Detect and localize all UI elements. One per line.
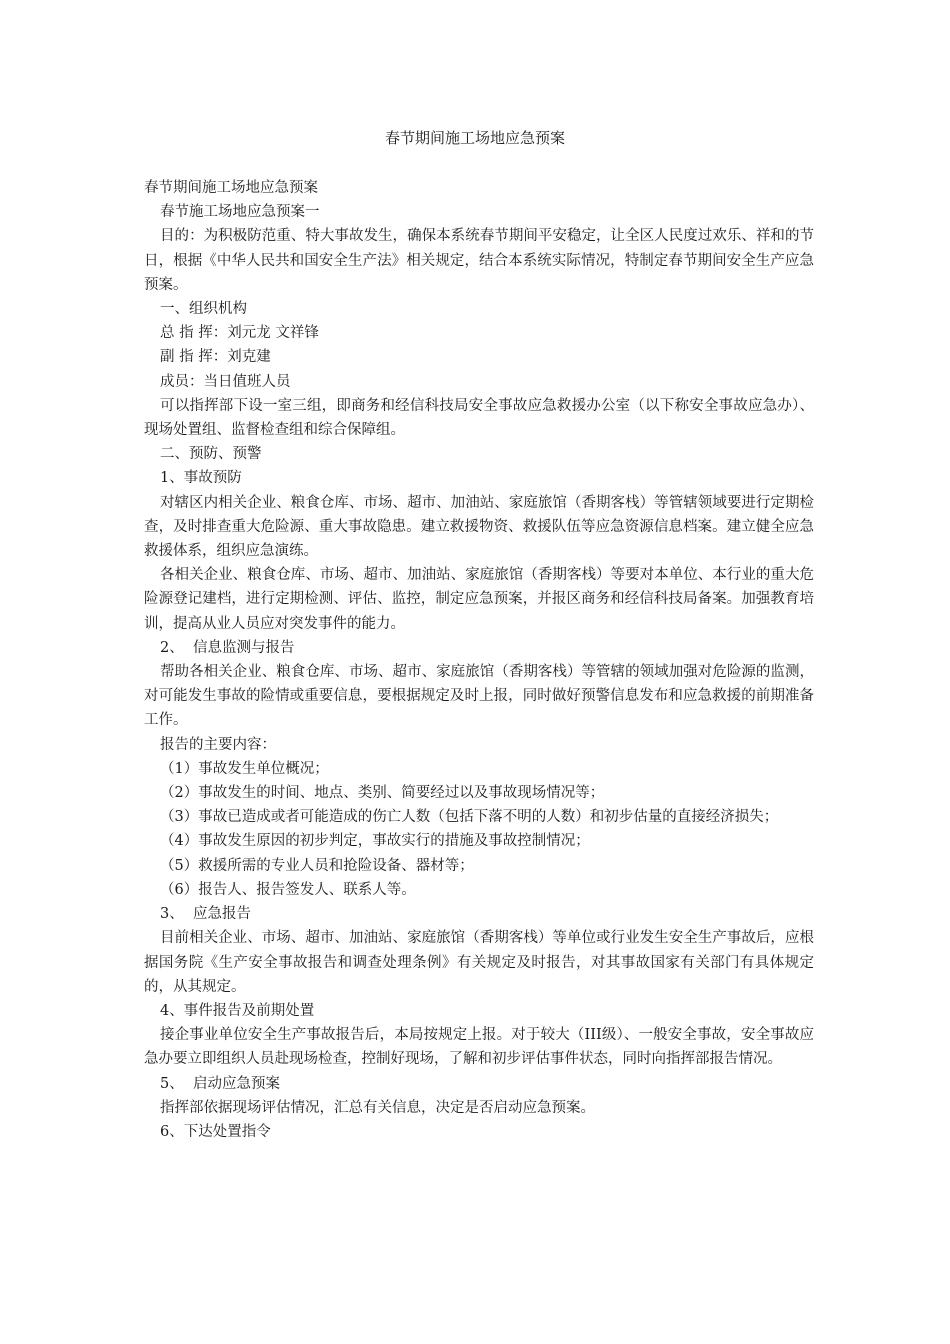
document-body (144, 176, 814, 1144)
list-item-report-5: （5）救援所需的专业人员和抢险设备、器材等； (160, 857, 474, 874)
section-heading-prevention: 二、预防、预警 (160, 446, 262, 463)
subsection-heading-emergency-report: 3、 应急报告 (160, 906, 251, 923)
subsection-heading-initial-handling: 4、事件报告及前期处置 (160, 1002, 315, 1019)
paragraph-activate-plan: 指挥部依据现场评估情况，汇总有关信息，决定是否启动应急预案。 (160, 1099, 595, 1116)
subsection-heading-activate-plan: 5、 启动应急预案 (160, 1075, 280, 1092)
paragraph-heading: 春节期间施工场地应急预案 (144, 180, 318, 196)
list-item-report-1: （1）事故发生单位概况； (160, 760, 329, 777)
paragraph-deputy-commander: 副 指 挥：刘克建 (160, 349, 271, 366)
paragraph-report-contents: 报告的主要内容： (160, 736, 276, 753)
subsection-heading-issue-instructions: 6、下达处置指令 (160, 1123, 271, 1140)
subsection-heading-accident-prevention: 1、事故预防 (160, 470, 242, 487)
list-item-report-6: （6）报告人、报告签发人、联系人等。 (160, 881, 416, 898)
list-item-report-3: （3）事故已造成或者可能造成的伤亡人数（包括下落不明的人数）和初步估量的直接经济损失； (160, 809, 779, 826)
paragraph-monitoring: 帮助各相关企业、粮食仓库、市场、超市、家庭旅馆（香期客栈）等管辖的领域加强对危险源的监测，对可能发生事故的险情或重要信息，要根据规定及时上报，同时做好预警信息发布和应急救援的前期准备工作。 (144, 664, 814, 729)
section-heading-organization: 一、组织机构 (160, 301, 247, 318)
paragraph-purpose: 目的：为积极防范重、特大事故发生，确保本系统春节期间平安稳定，让全区人民度过欢乐、祥和的节日，根据《中华人民共和国安全生产法》相关规定，结合本系统实际情况，特制定春节期间安全生产应急预案。 (144, 228, 814, 293)
paragraph-commander: 总 指 挥：刘元龙 文祥锋 (160, 325, 319, 342)
paragraph-emergency-report: 目前相关企业、市场、超市、加油站、家庭旅馆（香期客栈）等单位或行业发生安全生产事故后，应根据国务院《生产安全事故报告和调查处理条例》有关规定及时报告，对其事故国家有关部门有具体规定的，从其规定。 (144, 930, 814, 995)
paragraph-inspection: 对辖区内相关企业、粮食仓库、市场、超市、加油站、家庭旅馆（香期客栈）等管辖领域要进行定期检查，及时排查重大危险源、重大事故隐患。建立救援物资、救援队伍等应急资源信息档案。建立健全应急救援体系，组织应急演练。 (144, 494, 814, 560)
subsection-heading-monitoring: 2、 信息监测与报告 (160, 639, 295, 656)
paragraph-members: 成员：当日值班人员 (160, 373, 291, 390)
paragraph-registration: 各相关企业、粮食仓库、市场、超市、加油站、家庭旅馆（香期客栈）等要对本单位、本行业的重大危险源登记建档，进行定期检测、评估、监控，制定应急预案，并报区商务和经信科技局备案。加强教育培训，提高从业人员应对突发事件的能力。 (144, 567, 814, 632)
list-item-report-4: （4）事故发生原因的初步判定，事故实行的措施及事故控制情况； (160, 833, 590, 850)
paragraph-subtitle: 春节施工场地应急预案一 (160, 204, 320, 221)
list-item-report-2: （2）事故发生的时间、地点、类别、简要经过以及事故现场情况等； (160, 785, 605, 802)
paragraph-initial-handling: 接企事业单位安全生产事故报告后，本局按规定上报。对于较大（III级）、一般安全事故，安全事故应急办要立即组织人员赴现场检查，控制好现场，了解和初步评估事件状态，同时向指挥部报告情况。 (144, 1027, 814, 1068)
document-title: 春节期间施工场地应急预案 (384, 129, 565, 147)
paragraph-office-structure: 可以指挥部下设一室三组，即商务和经信科技局安全事故应急救援办公室（以下称安全事故应急办）、现场处置组、监督检查组和综合保障组。 (144, 397, 814, 439)
